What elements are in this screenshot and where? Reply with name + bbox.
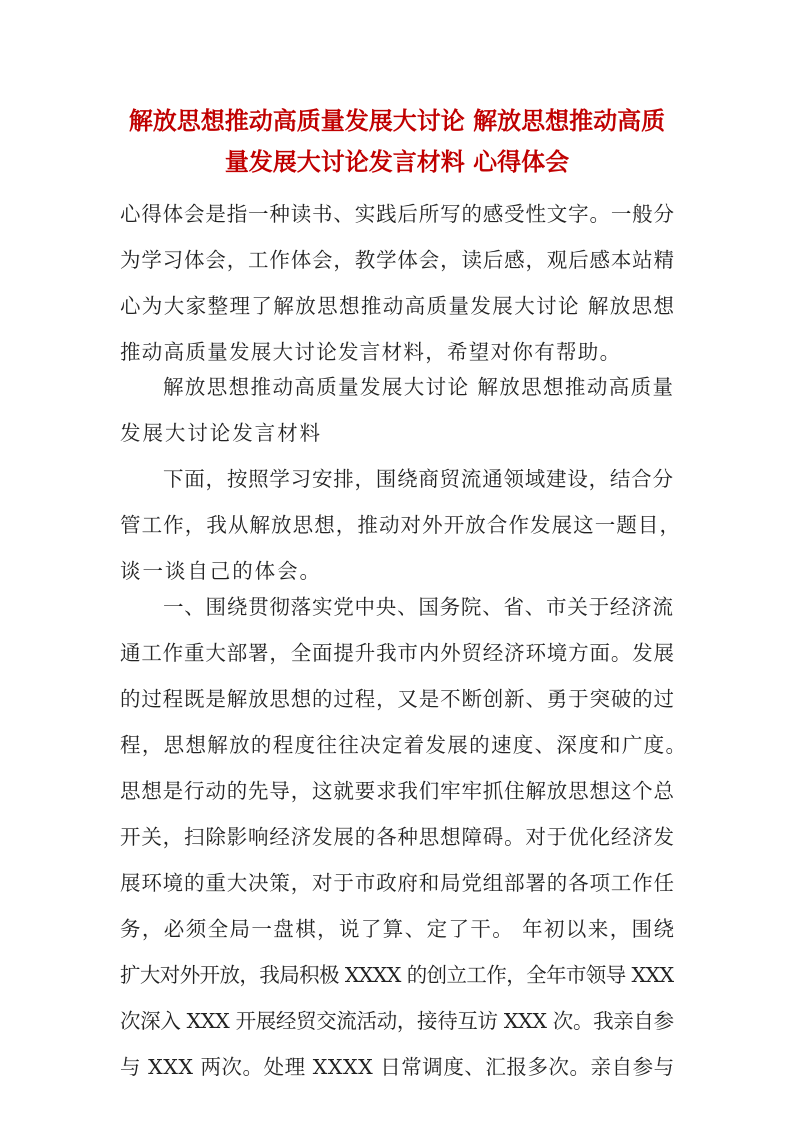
body-line: 发展大讨论发言材料: [120, 421, 322, 445]
body-line: 与 XXX 两次。处理 XXXX 日常调度、汇报多次。亲自参与: [120, 1055, 675, 1079]
body-line: 管工作，我从解放思想，推动对外开放合作发展这一题目，: [120, 513, 682, 537]
body-line: 程，思想解放的程度往往决定着发展的速度、深度和广度。: [120, 733, 688, 757]
body-line: 务，必须全局一盘棋，说了算、定了干。 年初以来，围绕: [120, 917, 676, 941]
body-line: 思想是行动的先导，这就要求我们牢牢抓住解放思想这个总: [120, 779, 675, 803]
document-title-line-1: 解放思想推动高质量发展大讨论 解放思想推动高质: [128, 106, 666, 135]
body-line: 通工作重大部署，全面提升我市内外贸经济环境方面。发展: [120, 641, 675, 665]
body-line: 心为大家整理了解放思想推动高质量发展大讨论 解放思想: [120, 294, 676, 318]
body-line: 扩大对外开放，我局积极 XXXX 的创立工作，全年市领导 XXX: [120, 963, 674, 987]
body-line: 的过程既是解放思想的过程，又是不断创新、勇于突破的过: [120, 687, 675, 711]
body-line: 谈一谈自己的体会。: [120, 559, 322, 583]
body-line: 下面，按照学习安排，围绕商贸流通领域建设，结合分: [163, 467, 674, 491]
body-line: 展环境的重大决策，对于市政府和局党组部署的各项工作任: [120, 871, 675, 895]
body-line: 一、围绕贯彻落实党中央、国务院、省、市关于经济流: [163, 595, 674, 619]
body-line: 开关，扫除影响经济发展的各种思想障碍。对于优化经济发: [120, 825, 675, 849]
body-line: 心得体会是指一种读书、实践后所写的感受性文字。一般分: [120, 202, 675, 226]
body-line: 为学习体会，工作体会，教学体会，读后感，观后感本站精: [120, 248, 675, 272]
body-line: 推动高质量发展大讨论发言材料，希望对你有帮助。: [120, 340, 622, 364]
document-title-line-2: 量发展大讨论发言材料 心得体会: [224, 147, 570, 176]
body-line: 次深入 XXX 开展经贸交流活动，接待互访 XXX 次。我亲自参: [120, 1009, 674, 1033]
body-line: 解放思想推动高质量发展大讨论 解放思想推动高质量: [163, 375, 675, 399]
